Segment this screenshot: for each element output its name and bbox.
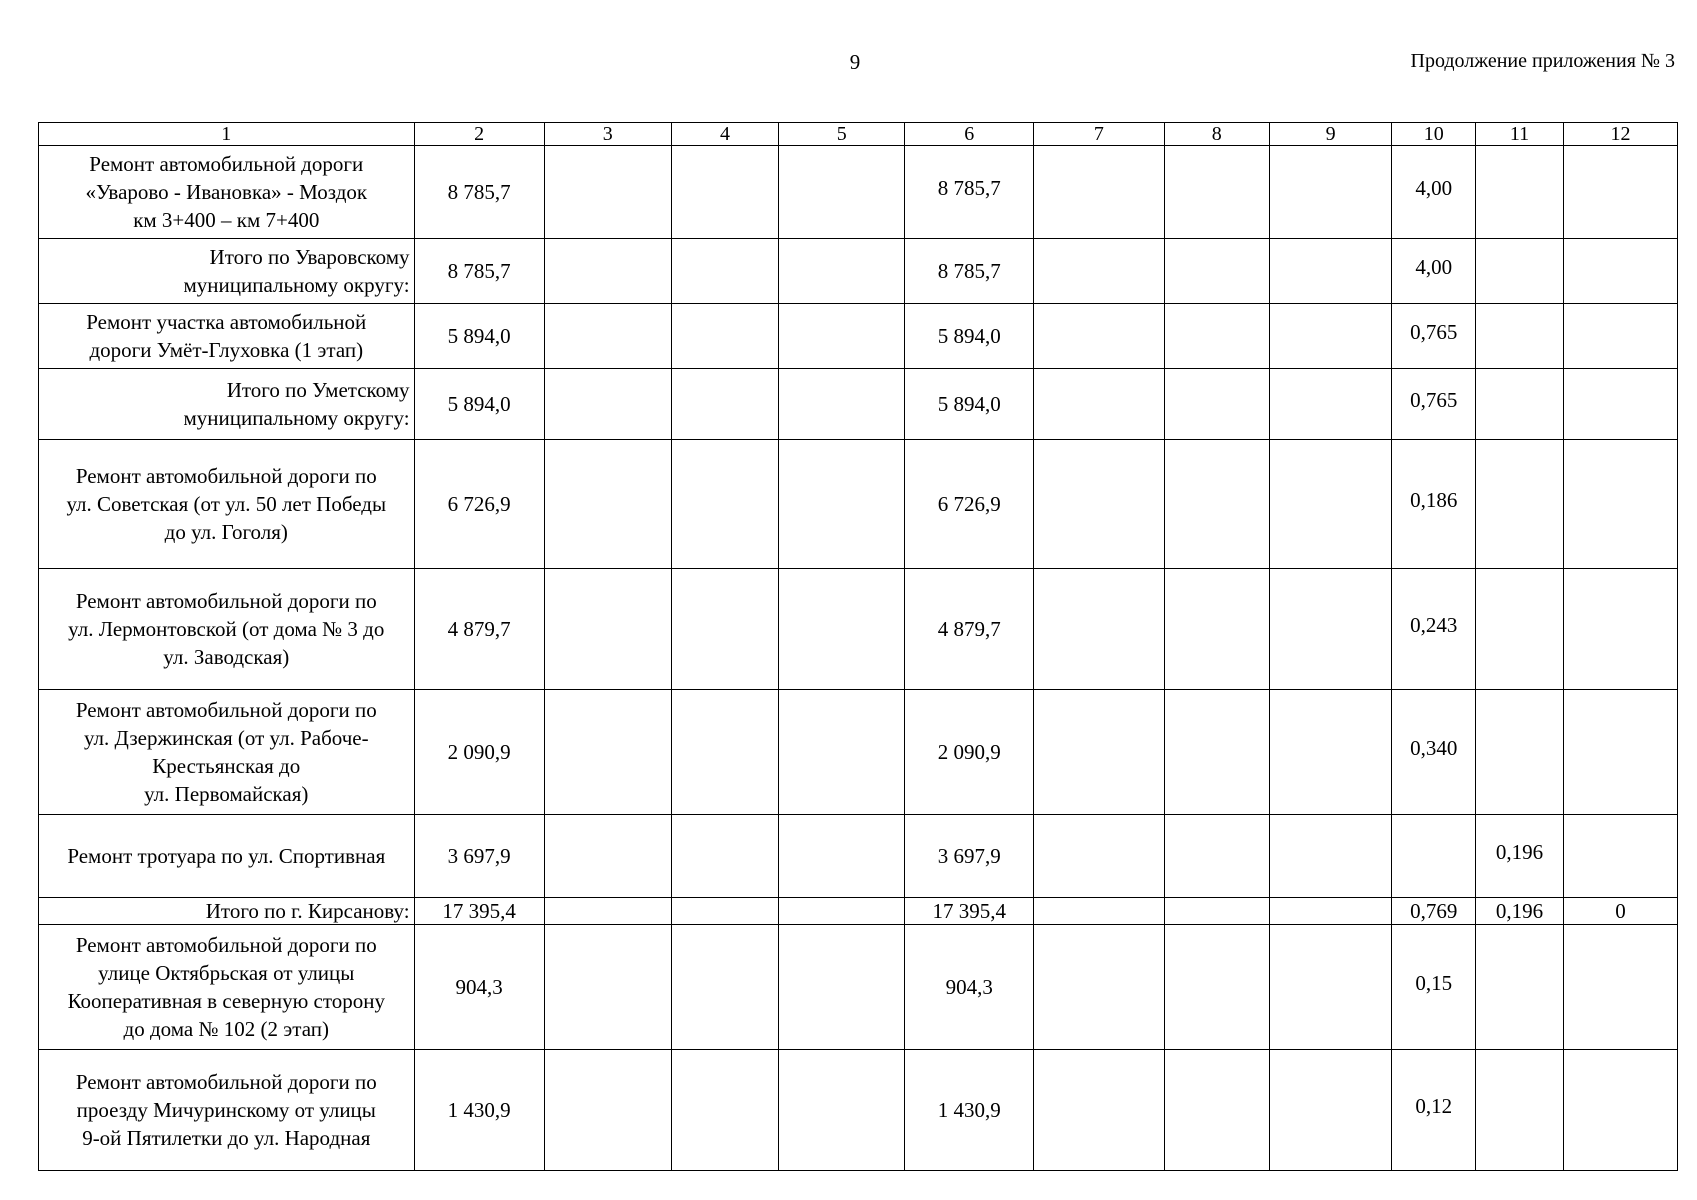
cell-col-3	[544, 304, 671, 369]
cell-col-3	[544, 569, 671, 690]
cell-col-7	[1034, 146, 1164, 239]
cell-col-6: 3 697,9	[905, 815, 1034, 898]
table-row	[39, 898, 1678, 925]
row-label-line: Кооперативная в северную сторону	[67, 989, 385, 1013]
cell-col-10: 0,765	[1392, 369, 1476, 440]
cell-col-8	[1164, 690, 1269, 815]
cell-col-3	[544, 898, 671, 925]
cell-col-6: 2 090,9	[905, 690, 1034, 815]
cell-col-10: 4,00	[1392, 146, 1476, 239]
cell-col-8	[1164, 569, 1269, 690]
column-header: 3	[544, 123, 671, 146]
cell-col-9	[1269, 146, 1392, 239]
cell-col-4	[671, 440, 778, 569]
cell-col-7	[1034, 569, 1164, 690]
cell-col-4	[671, 239, 778, 304]
row-label-line: ул. Советская (от ул. 50 лет Победы	[66, 492, 387, 516]
row-label-cell	[39, 304, 415, 369]
row-label-line: проезду Мичуринскому от улицы	[76, 1098, 376, 1122]
cell-col-2: 904,3	[414, 925, 544, 1050]
cell-col-4	[671, 369, 778, 440]
cell-col-4	[671, 1050, 778, 1171]
cell-col-6: 4 879,7	[905, 569, 1034, 690]
cell-col-9	[1269, 440, 1392, 569]
column-header: 5	[779, 123, 905, 146]
cell-col-2: 8 785,7	[414, 239, 544, 304]
cell-col-10: 0,340	[1392, 690, 1476, 815]
cell-col-9	[1269, 304, 1392, 369]
row-label-cell	[39, 569, 415, 690]
cell-col-8	[1164, 898, 1269, 925]
cell-col-8	[1164, 304, 1269, 369]
cell-col-7	[1034, 690, 1164, 815]
column-header: 10	[1392, 123, 1476, 146]
cell-col-3	[544, 440, 671, 569]
cell-col-12	[1563, 815, 1677, 898]
cell-col-11	[1476, 304, 1564, 369]
cell-col-3	[544, 239, 671, 304]
cell-col-5	[779, 440, 905, 569]
row-label-cell	[39, 690, 415, 815]
row-label-line: 9-ой Пятилетки до ул. Народная	[82, 1126, 371, 1150]
row-label-line: Ремонт автомобильной дороги по	[75, 464, 377, 488]
cell-col-7	[1034, 815, 1164, 898]
cell-col-11	[1476, 690, 1564, 815]
cell-col-12	[1563, 569, 1677, 690]
cell-col-9	[1269, 569, 1392, 690]
cell-col-4	[671, 925, 778, 1050]
table-row	[39, 690, 1678, 815]
cell-col-9	[1269, 690, 1392, 815]
table-row	[39, 304, 1678, 369]
row-label-line: Ремонт участка автомобильной	[86, 310, 367, 334]
cell-col-12	[1563, 1050, 1677, 1171]
cell-col-10: 0,15	[1392, 925, 1476, 1050]
row-label-line: улице Октябрьская от улицы	[98, 961, 355, 985]
table-row	[39, 1050, 1678, 1171]
row-label-cell	[39, 146, 415, 239]
cell-col-10: 4,00	[1392, 239, 1476, 304]
data-table	[38, 122, 1678, 1171]
table-row	[39, 815, 1678, 898]
column-header: 11	[1476, 123, 1564, 146]
cell-col-7	[1034, 898, 1164, 925]
cell-col-10: 0,186	[1392, 440, 1476, 569]
cell-col-3	[544, 925, 671, 1050]
cell-col-11	[1476, 569, 1564, 690]
column-header: 12	[1563, 123, 1677, 146]
table-row	[39, 369, 1678, 440]
cell-col-12	[1563, 146, 1677, 239]
cell-col-7	[1034, 304, 1164, 369]
row-label-line: Крестьянская до	[152, 754, 301, 778]
cell-col-5	[779, 369, 905, 440]
cell-col-8	[1164, 440, 1269, 569]
column-header: 8	[1164, 123, 1269, 146]
cell-col-11	[1476, 239, 1564, 304]
cell-col-4	[671, 898, 778, 925]
row-label-line: муниципальному округу:	[183, 273, 410, 297]
cell-col-12	[1563, 690, 1677, 815]
cell-col-11: 0,196	[1476, 815, 1564, 898]
row-label-line: «Уварово - Ивановка» - Моздок	[85, 180, 368, 204]
cell-col-9	[1269, 369, 1392, 440]
cell-col-3	[544, 146, 671, 239]
row-label-line: Ремонт автомобильной дороги по	[75, 933, 377, 957]
cell-col-5	[779, 925, 905, 1050]
row-label-line: Итого по Уваровскому	[209, 245, 410, 269]
cell-col-2: 3 697,9	[414, 815, 544, 898]
cell-col-6: 8 785,7	[905, 239, 1034, 304]
cell-col-3	[544, 690, 671, 815]
cell-col-11: 0,196	[1476, 898, 1564, 925]
table-row	[39, 925, 1678, 1050]
row-label-cell	[39, 815, 415, 898]
row-label-line: ул. Лермонтовской (от дома № 3 до	[68, 617, 385, 641]
cell-col-2: 5 894,0	[414, 304, 544, 369]
cell-col-9	[1269, 815, 1392, 898]
cell-col-5	[779, 304, 905, 369]
cell-col-12	[1563, 440, 1677, 569]
row-label-line: ул. Дзержинская (от ул. Рабоче-	[83, 726, 369, 750]
table-row	[39, 239, 1678, 304]
cell-col-11	[1476, 925, 1564, 1050]
column-header: 9	[1269, 123, 1392, 146]
cell-col-2: 1 430,9	[414, 1050, 544, 1171]
row-label-line: муниципальному округу:	[183, 406, 410, 430]
table-row	[39, 569, 1678, 690]
cell-col-6: 5 894,0	[905, 369, 1034, 440]
cell-col-6: 8 785,7	[905, 146, 1034, 239]
cell-col-7	[1034, 440, 1164, 569]
cell-col-4	[671, 304, 778, 369]
row-label-cell	[39, 925, 415, 1050]
cell-col-7	[1034, 369, 1164, 440]
cell-col-10: 0,243	[1392, 569, 1476, 690]
cell-col-3	[544, 1050, 671, 1171]
cell-col-4	[671, 815, 778, 898]
row-label-cell	[39, 898, 415, 925]
cell-col-3	[544, 369, 671, 440]
cell-col-9	[1269, 925, 1392, 1050]
row-label-line: ул. Первомайская)	[144, 782, 309, 806]
cell-col-12	[1563, 925, 1677, 1050]
cell-col-2: 5 894,0	[414, 369, 544, 440]
column-header: 4	[671, 123, 778, 146]
cell-col-6: 5 894,0	[905, 304, 1034, 369]
cell-col-10: 0,765	[1392, 304, 1476, 369]
cell-col-9	[1269, 1050, 1392, 1171]
cell-col-10: 0,769	[1392, 898, 1476, 925]
cell-col-8	[1164, 146, 1269, 239]
cell-col-9	[1269, 898, 1392, 925]
row-label-line: до ул. Гоголя)	[164, 520, 288, 544]
cell-col-4	[671, 146, 778, 239]
cell-col-11	[1476, 440, 1564, 569]
cell-col-5	[779, 569, 905, 690]
row-label-line: Ремонт автомобильной дороги по	[75, 698, 377, 722]
row-label-line: Ремонт автомобильной дороги по	[75, 1070, 377, 1094]
cell-col-8	[1164, 925, 1269, 1050]
cell-col-10: 0,12	[1392, 1050, 1476, 1171]
cell-col-5	[779, 146, 905, 239]
cell-col-8	[1164, 239, 1269, 304]
cell-col-2: 2 090,9	[414, 690, 544, 815]
column-header: 7	[1034, 123, 1164, 146]
cell-col-6: 904,3	[905, 925, 1034, 1050]
cell-col-3	[544, 815, 671, 898]
row-label-line: Ремонт тротуара по ул. Спортивная	[67, 844, 386, 868]
table-row	[39, 146, 1678, 239]
row-label-line: км 3+400 – км 7+400	[133, 208, 320, 232]
cell-col-9	[1269, 239, 1392, 304]
cell-col-2: 17 395,4	[414, 898, 544, 925]
cell-col-7	[1034, 1050, 1164, 1171]
cell-col-7	[1034, 925, 1164, 1050]
cell-col-11	[1476, 369, 1564, 440]
page-number: 9	[849, 50, 861, 74]
row-label-line: Ремонт автомобильной дороги	[89, 152, 364, 176]
row-label-cell	[39, 1050, 415, 1171]
cell-col-7	[1034, 239, 1164, 304]
cell-col-8	[1164, 1050, 1269, 1171]
row-label-line: Итого по Уметскому	[226, 378, 410, 402]
table-row	[39, 440, 1678, 569]
cell-col-11	[1476, 1050, 1564, 1171]
cell-col-8	[1164, 815, 1269, 898]
cell-col-5	[779, 239, 905, 304]
cell-col-5	[779, 898, 905, 925]
table-header-row	[39, 123, 1678, 146]
cell-col-6: 1 430,9	[905, 1050, 1034, 1171]
row-label-line: дороги Умёт-Глуховка (1 этап)	[89, 338, 364, 362]
cell-col-11	[1476, 146, 1564, 239]
cell-col-2: 8 785,7	[414, 146, 544, 239]
cell-col-6: 17 395,4	[905, 898, 1034, 925]
column-header: 1	[39, 123, 415, 146]
row-label-cell	[39, 369, 415, 440]
cell-col-6: 6 726,9	[905, 440, 1034, 569]
cell-col-12	[1563, 304, 1677, 369]
row-label-line: до дома № 102 (2 этап)	[123, 1017, 329, 1041]
cell-col-12	[1563, 239, 1677, 304]
cell-col-4	[671, 690, 778, 815]
cell-col-8	[1164, 369, 1269, 440]
appendix-continuation-note: Продолжение приложения № 3	[1410, 50, 1675, 72]
cell-col-4	[671, 569, 778, 690]
row-label-cell	[39, 440, 415, 569]
cell-col-5	[779, 815, 905, 898]
row-label-cell	[39, 239, 415, 304]
cell-col-2: 6 726,9	[414, 440, 544, 569]
cell-col-12: 0	[1563, 898, 1677, 925]
cell-col-2: 4 879,7	[414, 569, 544, 690]
cell-col-12	[1563, 369, 1677, 440]
column-header: 2	[414, 123, 544, 146]
row-label-line: Ремонт автомобильной дороги по	[75, 589, 377, 613]
cell-col-5	[779, 1050, 905, 1171]
row-label-line: ул. Заводская)	[163, 645, 290, 669]
column-header: 6	[905, 123, 1034, 146]
cell-col-5	[779, 690, 905, 815]
cell-col-10	[1392, 815, 1476, 898]
row-label-line: Итого по г. Кирсанову:	[205, 899, 410, 923]
